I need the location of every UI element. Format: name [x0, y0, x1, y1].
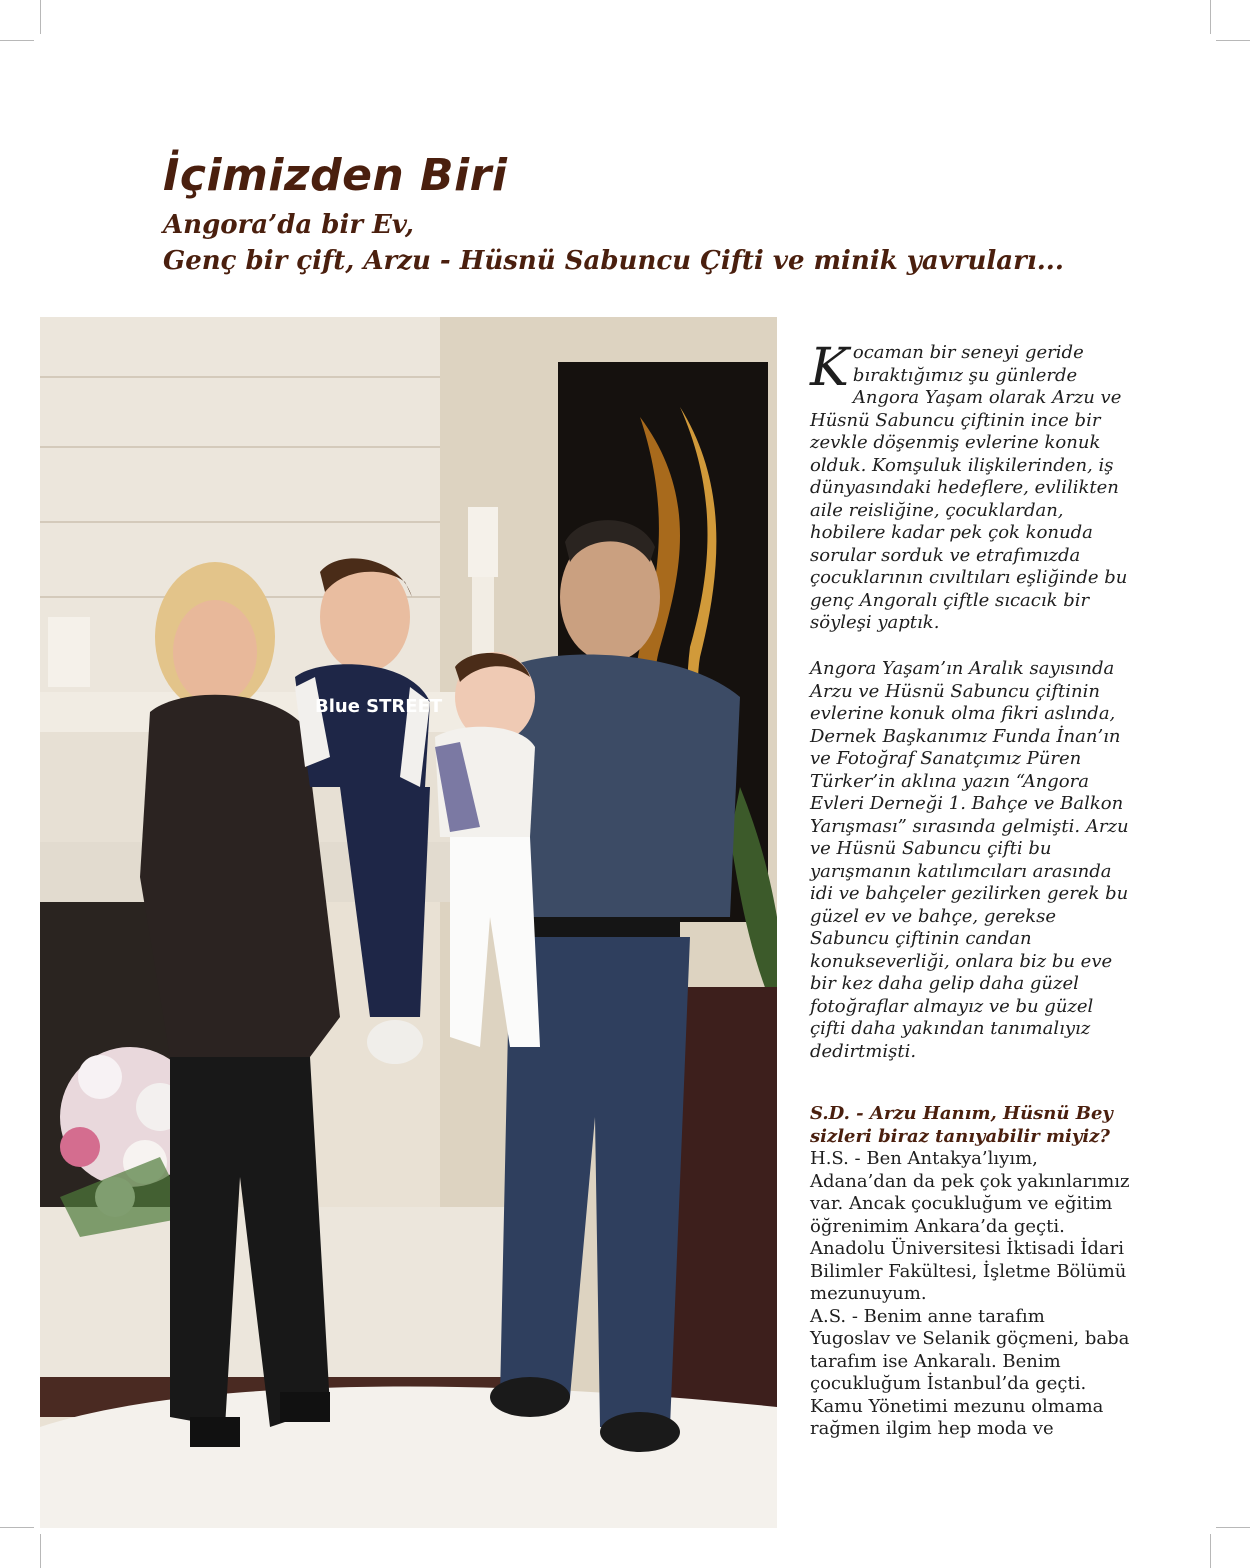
page-title: İçimizden Biri [163, 150, 508, 201]
crop-mark [0, 1527, 34, 1528]
crop-mark [1216, 1527, 1250, 1528]
answer-as: A.S. - Benim anne tarafım Yugoslav ve Selanik göçmeni, baba tarafım ise Ankaralı. Benim çocukluğum İstanbul’da geçti. Kamu Yönetimi mezunu olmama rağmen ilgim hep moda ve [810, 1305, 1130, 1439]
intro-paragraph [810, 338, 1130, 635]
intro-text: ocaman bir seneyi geride bıraktığımız şu günlerde Angora Yaşam olarak Arzu ve Hüsnü Sabuncu çiftinin ince bir zevkle döşenmiş evlerine konuk olduk. Komşuluk ilişkilerinden, iş dünyasındaki hedeflere, evlilikten aile reisliğine, çocuklardan, hobilere kadar pek çok konuda sorular sorduk ve etrafımızda çocuklarının cıvıltıları eşliğinde bu genç Angoralı çiftle sıcacık bir söyleşi yaptık. [810, 342, 1128, 633]
crop-mark [1210, 1534, 1211, 1568]
subtitle-line-2: Genç bir çift, Arzu - Hüsnü Sabuncu Çifti ve minik yavruları... [163, 246, 1064, 276]
crop-mark [40, 1534, 41, 1568]
crop-mark [1216, 40, 1250, 41]
interview-question: S.D. - Arzu Hanım, Hüsnü Bey sizleri biraz tanıyabilir miyiz? [810, 1103, 1113, 1147]
shirt-lettering: Blue STREET [315, 696, 443, 717]
subtitle-line-1: Angora’da bir Ev, [163, 210, 414, 240]
drop-cap: K [810, 338, 849, 398]
family-photo [40, 317, 777, 1528]
paragraph-2: Angora Yaşam’ın Aralık sayısında Arzu ve Hüsnü Sabuncu çiftinin evlerine konuk olma fikri aslında, Dernek Başkanımız Funda İnan’ın ve Fotoğraf Sanatçımız Püren Türker’in aklına yazın “Angora Evleri Derneği 1. Bahçe ve Balkon Yarışması” sırasında gelmişti. Arzu ve Hüsnü Sabuncu çifti bu yarışmanın katılımcıları arasında idi ve bahçeler gezilirken gerek bu güzel ev ve bahçe, gerekse Sabuncu çiftinin candan konukseverliği, onlara biz bu eve bir kez daha gelip daha güzel fotoğraflar almayız ve bu güzel çifti daha yakından tanımalıyız dedirtmişti. [810, 658, 1129, 1062]
interview-section [810, 1103, 1130, 1441]
crop-mark [40, 0, 41, 34]
answer-hs: H.S. - Ben Antakya’lıyım, Adana’dan da pek çok yakınlarımız var. Ancak çocukluğum ve eğitim öğrenimim Ankara’da geçti. Anadolu Üniversitesi İktisadi İdari Bilimler Fakültesi, İşletme Bölümü mezunuyum. [810, 1148, 1130, 1304]
crop-mark [1210, 0, 1211, 34]
crop-mark [0, 40, 34, 41]
